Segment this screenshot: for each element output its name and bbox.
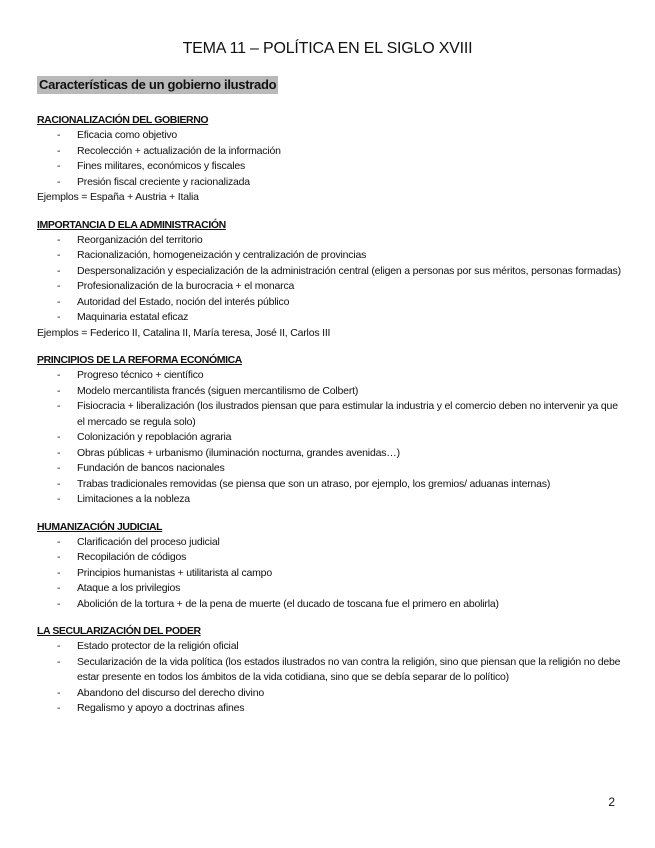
- dash-bullet-icon: -: [57, 640, 61, 652]
- list-item: [37, 248, 622, 264]
- dash-bullet-icon: -: [57, 249, 61, 261]
- list-item-text: Autoridad del Estado, noción del interés público: [77, 295, 290, 308]
- section-heading: PRINCIPIOS DE LA REFORMA ECONÓMICA: [37, 354, 242, 366]
- bullet-list: [37, 535, 622, 613]
- list-item: [37, 477, 622, 493]
- list-item: [37, 430, 622, 446]
- list-item-text: Presión fiscal creciente y racionalizada: [77, 175, 250, 188]
- bullet-list: [37, 368, 622, 508]
- dash-bullet-icon: -: [57, 160, 61, 172]
- dash-bullet-icon: -: [57, 477, 61, 490]
- dash-bullet-icon: -: [57, 264, 61, 277]
- list-item-text: Recolección + actualización de la información: [77, 144, 281, 157]
- dash-bullet-icon: -: [57, 702, 61, 714]
- dash-bullet-icon: -: [57, 144, 61, 157]
- list-item-text: Limitaciones a la nobleza: [77, 493, 190, 505]
- bullet-list: [37, 128, 622, 190]
- dash-bullet-icon: -: [57, 129, 61, 141]
- section: [37, 624, 622, 717]
- section: [37, 113, 622, 206]
- list-item: [37, 492, 622, 508]
- dash-bullet-icon: -: [57, 686, 61, 699]
- dash-bullet-icon: -: [57, 582, 61, 594]
- list-item-text: Estado protector de la religión oficial: [77, 640, 239, 652]
- dash-bullet-icon: -: [57, 462, 61, 474]
- page-title: TEMA 11 – POLÍTICA EN EL SIGLO XVIII: [182, 40, 473, 57]
- section-heading: LA SECULARIZACIÓN DEL PODER: [37, 625, 201, 637]
- list-item-text: Maquinaria estatal eficaz: [77, 311, 189, 323]
- list-item: [37, 279, 622, 295]
- highlighted-subtitle: Características de un gobierno ilustrado: [39, 77, 277, 92]
- list-item: [37, 144, 622, 160]
- list-item-text: Despersonalización y especialización de la administración central (eligen a personas por sus méritos, personas formadas): [77, 264, 621, 277]
- list-item-text: Ataque a los privilegios: [77, 582, 181, 594]
- list-item: [37, 566, 622, 582]
- list-item-text: Fisiocracia + liberalización (los ilustrados piensan que para estimular la industria y el comercio deben no intervenir ya que el mercado se regula solo): [77, 400, 618, 428]
- section: [37, 520, 622, 613]
- bullet-list: [37, 233, 622, 326]
- list-item: [37, 639, 622, 655]
- dash-bullet-icon: -: [57, 566, 61, 579]
- list-item-text: Abandono del discurso del derecho divino: [77, 686, 264, 699]
- section: [37, 218, 622, 342]
- list-item-text: Fundación de bancos nacionales: [77, 462, 225, 474]
- dash-bullet-icon: -: [57, 384, 61, 397]
- list-item: [37, 655, 622, 686]
- dash-bullet-icon: -: [57, 493, 61, 505]
- list-item-text: Reorganización del territorio: [77, 233, 203, 246]
- section: [37, 353, 622, 508]
- page-number: 2: [608, 795, 615, 809]
- list-item: [37, 175, 622, 191]
- list-item: [37, 310, 622, 326]
- list-item-text: Modelo mercantilista francés (siguen mercantilismo de Colbert): [77, 384, 359, 397]
- list-item-text: Racionalización, homogeneización y centralización de provincias: [77, 249, 367, 261]
- list-item-text: Secularización de la vida política (los estados ilustrados no van contra la religión, sino que piensan que la religión no debe estar presente en todos los ámbitos de la vida cotidiana, sino que se debía separar de lo político): [77, 655, 621, 683]
- list-item-text: Profesionalización de la burocracia + el monarca: [77, 280, 295, 292]
- list-item-text: Recopilación de códigos: [77, 551, 187, 563]
- dash-bullet-icon: -: [57, 431, 61, 443]
- list-item: [37, 535, 622, 551]
- list-item-text: Trabas tradicionales removidas (se piensa que son un atraso, por ejemplo, los gremios/ aduanas internas): [77, 477, 551, 490]
- list-item: [37, 159, 622, 175]
- list-item: [37, 233, 622, 249]
- examples-line: Ejemplos = España + Austria + Italia: [37, 191, 199, 203]
- section-heading: RACIONALIZACIÓN DEL GOBIERNO: [37, 114, 209, 126]
- list-item: [37, 461, 622, 477]
- dash-bullet-icon: -: [57, 597, 61, 610]
- list-item-text: Abolición de la tortura + de la pena de muerte (el ducado de toscana fue el primero en abolirla): [77, 597, 499, 610]
- list-item: [37, 264, 622, 280]
- bullet-list: [37, 639, 622, 717]
- list-item: [37, 384, 622, 400]
- dash-bullet-icon: -: [57, 655, 61, 668]
- list-item: [37, 701, 622, 717]
- list-item: [37, 597, 622, 613]
- dash-bullet-icon: -: [57, 400, 61, 412]
- dash-bullet-icon: -: [57, 233, 61, 246]
- dash-bullet-icon: -: [57, 446, 61, 459]
- list-item-text: Regalismo y apoyo a doctrinas afines: [77, 702, 245, 714]
- list-item-text: Eficacia como objetivo: [77, 129, 178, 141]
- list-item-text: Colonización y repoblación agraria: [77, 431, 232, 443]
- list-item-text: Clarificación del proceso judicial: [77, 535, 220, 548]
- dash-bullet-icon: -: [57, 369, 61, 381]
- list-item: [37, 295, 622, 311]
- dash-bullet-icon: -: [57, 311, 61, 323]
- section-heading: IMPORTANCIA D ELA ADMINISTRACIÓN: [37, 218, 226, 231]
- dash-bullet-icon: -: [57, 551, 61, 563]
- list-item-text: Progreso técnico + científico: [77, 369, 204, 381]
- list-item: [37, 128, 622, 144]
- list-item: [37, 446, 622, 462]
- list-item: [37, 550, 622, 566]
- examples-line: Ejemplos = Federico II, Catalina II, María teresa, José II, Carlos III: [37, 326, 331, 339]
- list-item: [37, 581, 622, 597]
- dash-bullet-icon: -: [57, 175, 61, 188]
- sections-container: [37, 113, 622, 729]
- section-heading: HUMANIZACIÓN JUDICIAL: [37, 520, 163, 533]
- dash-bullet-icon: -: [57, 535, 61, 548]
- list-item-text: Principios humanistas + utilitarista al campo: [77, 566, 272, 579]
- dash-bullet-icon: -: [57, 295, 61, 308]
- list-item: [37, 686, 622, 702]
- list-item-text: Obras públicas + urbanismo (iluminación nocturna, grandes avenidas…): [77, 446, 400, 459]
- list-item: [37, 368, 622, 384]
- dash-bullet-icon: -: [57, 280, 61, 292]
- list-item-text: Fines militares, económicos y fiscales: [77, 160, 246, 172]
- list-item: [37, 399, 622, 430]
